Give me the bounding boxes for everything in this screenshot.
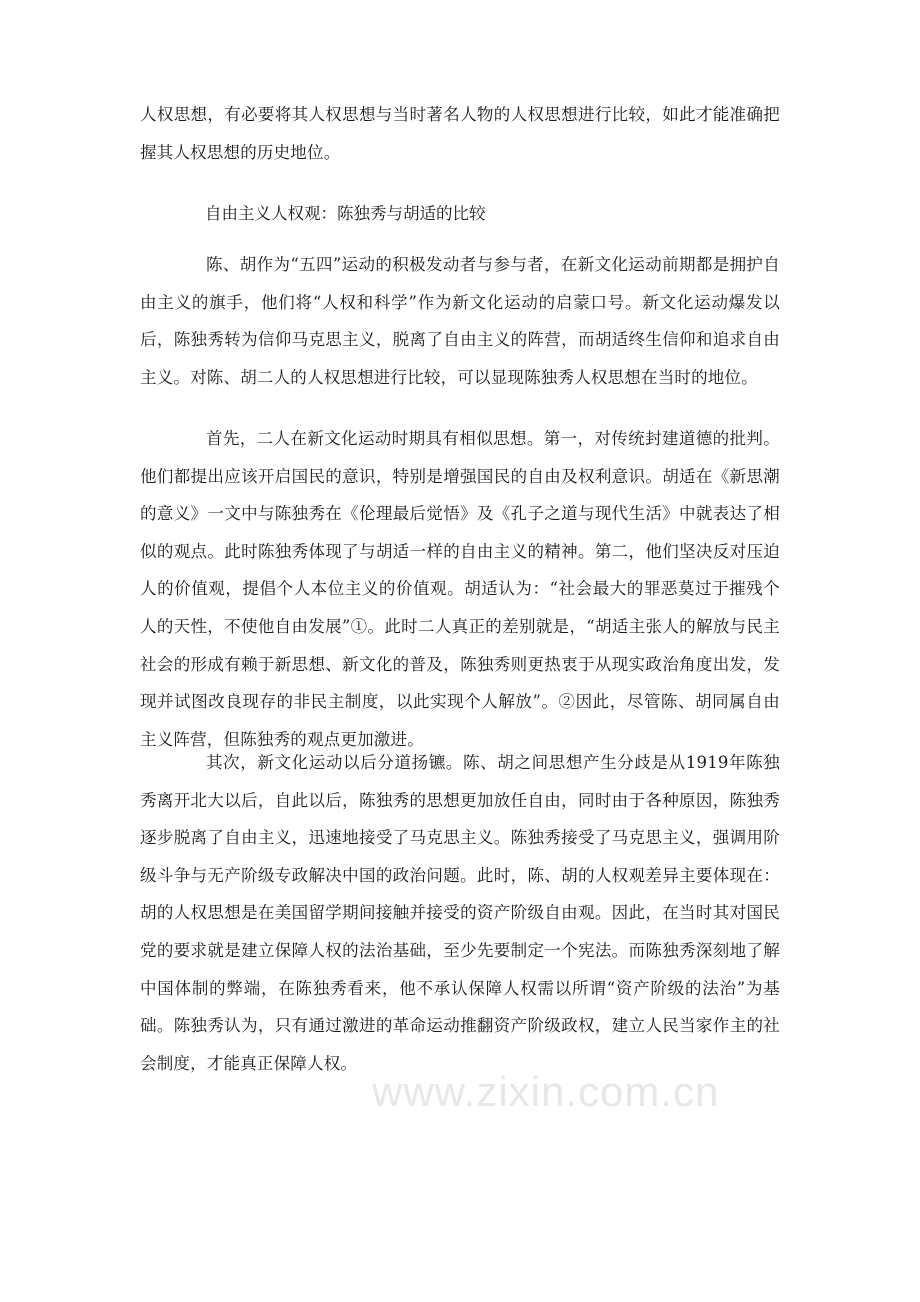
intro-paragraph: 人权思想，有必要将其人权思想与当时著名人物的人权思想进行比较，如此才能准确把握其人权思想的历史地位。 [140,105,780,162]
section-heading: 自由主义人权观：陈独秀与胡适的比较 [205,204,486,223]
paragraph-3: 其次，新文化运动以后分道扬镳。陈、胡之间思想产生分歧是从1919年陈独秀离开北大以后，自此以后，陈独秀的思想更加放任自由，同时由于各种原因，陈独秀逐步脱离了自由主义，迅速地接受了马克思主义。陈独秀接受了马克思主义，强调用阶级斗争与无产阶级专政解决中国的政治问题。此时，陈、胡的人权观差异主要体现在：胡的人权思想是在美国留学期间接触并接受的资产阶级自由观。因此，在当时其对国民党的要求就是建立保障人权的法治基础，至少先要制定一个宪法。而陈独秀深刻地了解中国体制的弊端，在陈独秀看来，他不承认保障人权需以所谓“资产阶级的法治”为基础。陈独秀认为，只有通过激进的革命运动推翻资产阶级政权，建立人民当家作主的社会制度，才能真正保障人权。 [140,753,780,1073]
paragraph-2: 首先，二人在新文化运动时期具有相似思想。第一，对传统封建道德的批判。他们都提出应该开启国民的意识，特别是增强国民的自由及权利意识。胡适在《新思潮的意义》一文中与陈独秀在《伦理最后觉悟》及《孔子之道与现代生活》中就表达了相似的观点。此时陈独秀体现了与胡适一样的自由主义的精神。第二，他们坚决反对压迫人的价值观，提倡个人本位主义的价值观。胡适认为：“社会最大的罪恶莫过于摧残个人的天性，不使他自由发展”①。此时二人真正的差别就是，“胡适主张人的解放与民主社会的形成有赖于新思想、新文化的普及，陈独秀则更热衷于从现实政治角度出发，发现并试图改良现存的非民主制度，以此实现个人解放”。②因此，尽管陈、胡同属自由主义阵营，但陈独秀的观点更加激进。 [140,429,780,749]
paragraph-1: 陈、胡作为“五四”运动的积极发动者与参与者，在新文化运动前期都是拥护自由主义的旗手，他们将“人权和科学”作为新文化运动的启蒙口号。新文化运动爆发以后，陈独秀转为信仰马克思主义，脱离了自由主义的阵营，而胡适终生信仰和追求自由主义。对陈、胡二人的人权思想进行比较，可以显现陈独秀人权思想在当时的地位。 [140,255,780,387]
watermark: www.zixin.com.cn [372,1068,720,1115]
